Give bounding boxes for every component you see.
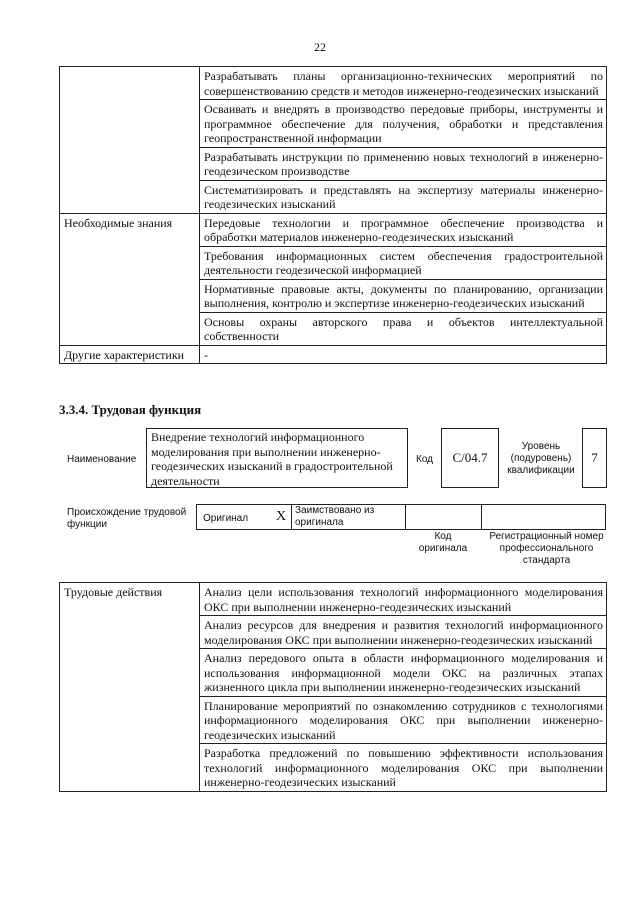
section-title: 3.3.4. Трудовая функция bbox=[59, 402, 202, 417]
table-row bbox=[60, 67, 607, 100]
row-text: - bbox=[200, 345, 607, 364]
divider bbox=[405, 504, 406, 530]
row-label-knowledge: Необходимые знания bbox=[60, 213, 200, 345]
row-text: Анализ ресурсов для внедрения и развития технологий информационного моделирования ОКС при выполнении инженерно-геодезических изысканий bbox=[200, 616, 607, 649]
borrowed-label: Заимствовано из оригинала bbox=[295, 505, 375, 528]
row-text: Систематизировать и представлять на экспертизу материалы инженерно-геодезических изысканий bbox=[200, 180, 607, 213]
row-label-other: Другие характеристики bbox=[60, 345, 200, 364]
row-text: Нормативные правовые акты, документы по планированию, организации выполнения, контролю и экспертизе инженерно-геодезических изысканий bbox=[200, 279, 607, 312]
function-name-box: Внедрение технологий информационного моделирования при выполнении инженерно-геодезических изысканий в градостроительной деятельности bbox=[146, 428, 408, 488]
table-row bbox=[60, 213, 607, 246]
level-label: Уровень (подуровень) квалификации bbox=[507, 441, 575, 476]
name-label: Наименование bbox=[67, 454, 137, 465]
row-text: Разработка предложений по повышению эффективности использования технологий информационного моделирования ОКС при выполнении инженерно-геодезических изысканий bbox=[200, 744, 607, 792]
original-mark: X bbox=[276, 509, 287, 524]
divider bbox=[481, 504, 482, 530]
row-text: Разрабатывать инструкции по применению новых технологий в инженерно-геодезическом производстве bbox=[200, 147, 607, 180]
row-text: Осваивать и внедрять в производство передовые приборы, инструменты и программное обеспечение для получения, обработки и представления геопространственной информации bbox=[200, 100, 607, 148]
origin-label: Происхождение трудовой функции bbox=[67, 507, 187, 530]
page-number: 22 bbox=[314, 40, 326, 54]
origin-box bbox=[196, 504, 606, 530]
reg-number-caption: Регистрационный номер профессионального стандарта bbox=[489, 531, 604, 566]
row-text: Планирование мероприятий по ознакомлению сотрудников с технологиями информационного моделирования ОКС при выполнении инженерно-геодезических изысканий bbox=[200, 696, 607, 744]
row-label bbox=[60, 67, 200, 214]
code-label: Код bbox=[416, 454, 434, 465]
row-text: Разрабатывать планы организационно-технических мероприятий по совершенствованию средств и методов инженерно-геодезических изысканий bbox=[200, 67, 607, 100]
level-value-box: 7 bbox=[582, 428, 607, 488]
original-label: Оригинал bbox=[203, 513, 249, 524]
code-value-box: C/04.7 bbox=[441, 428, 499, 488]
labor-actions-table bbox=[59, 582, 607, 792]
row-text: Передовые технологии и программное обеспечение производства и обработки материалов инженерно-геодезических изысканий bbox=[200, 213, 607, 246]
divider bbox=[291, 504, 292, 530]
actions-label: Трудовые действия bbox=[60, 583, 200, 792]
skills-knowledge-table bbox=[59, 66, 607, 364]
table-row bbox=[60, 583, 607, 616]
row-text: Анализ передового опыта в области информационного моделирования и использования информационной модели ОКС на различных этапах жизненного цикла при выполнении инженерно-геодезических изысканий bbox=[200, 649, 607, 697]
row-text: Основы охраны авторского права и объектов интеллектуальной собственности bbox=[200, 312, 607, 345]
code-origin-caption: Код оригинала bbox=[418, 531, 468, 554]
row-text: Анализ цели использования технологий информационного моделирования ОКС при выполнении инженерно-геодезических изысканий bbox=[200, 583, 607, 616]
row-text: Требования информационных систем обеспечения градостроительной деятельности геодезической информацией bbox=[200, 246, 607, 279]
table-row bbox=[60, 345, 607, 364]
